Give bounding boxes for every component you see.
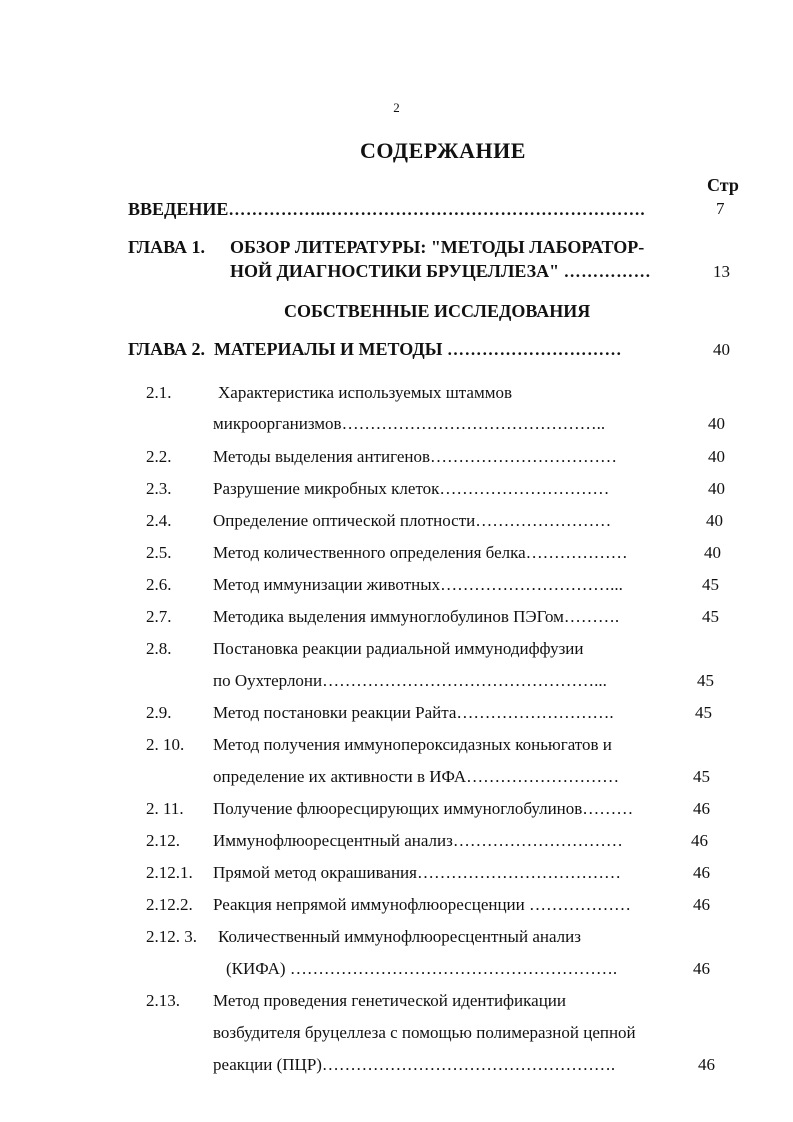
- toc-item-page: 40: [706, 511, 723, 530]
- toc-item-text: Методы выделения антигенов……………………………: [213, 447, 617, 466]
- toc-item-page: 45: [697, 671, 714, 690]
- toc-item-text: реакции (ПЦР)…………………………………………….: [213, 1055, 616, 1074]
- toc-item-number: 2.1.: [146, 383, 172, 402]
- toc-item-text: возбудителя бруцеллеза с помощью полимеразной цепной: [213, 1023, 636, 1042]
- toc-item-number: 2.13.: [146, 991, 180, 1010]
- toc-item-text: Методика выделения иммуноглобулинов ПЭГом……….: [213, 607, 620, 626]
- toc-item-page: 40: [708, 414, 725, 433]
- toc-item-text: Разрушение микробных клеток…………………………: [213, 479, 610, 498]
- toc-item-page: 45: [693, 767, 710, 786]
- chapter1-number: ГЛАВА 1.: [128, 237, 206, 257]
- toc-item-number: 2.12. 3.: [146, 927, 197, 946]
- toc-item-text: Получение флюоресцирующих иммуноглобулинов………: [213, 799, 634, 818]
- toc-item-number: 2.12.: [146, 831, 180, 850]
- toc-intro-page: 7: [716, 199, 725, 218]
- toc-item-number: 2.3.: [146, 479, 172, 498]
- toc-item-text: Метод иммунизации животных…………………………...: [213, 575, 623, 594]
- toc-item-page: 45: [695, 703, 712, 722]
- toc-item-page: 45: [702, 575, 719, 594]
- toc-item-page: 46: [698, 1055, 715, 1074]
- toc-item-text: микроорганизмов………………………………………..: [213, 414, 606, 433]
- toc-item-text: определение их активности в ИФА………………………: [213, 767, 620, 786]
- toc-item-text: Определение оптической плотности……………………: [213, 511, 612, 530]
- toc-item-text: Количественный иммунофлюоресцентный анализ: [218, 927, 581, 946]
- toc-item-text: по Оухтерлони…………………………………………...: [213, 671, 607, 690]
- toc-item-page: 40: [708, 447, 725, 466]
- toc-item-page: 46: [691, 831, 708, 850]
- toc-intro-label: ВВЕДЕНИЕ: [128, 199, 229, 219]
- chapter2-dots: …………………………: [446, 340, 622, 359]
- toc-item-text: Характеристика используемых штаммов: [218, 383, 513, 402]
- toc-item-text: Метод постановки реакции Райта……………………….: [213, 703, 614, 722]
- toc-item-text: (КИФА) ………………………………………………….: [226, 959, 618, 978]
- chapter1-dots: ……………: [563, 262, 652, 281]
- toc-item-text: Метод проведения генетической идентификации: [213, 991, 566, 1010]
- toc-item-number: 2. 11.: [146, 799, 184, 818]
- chapter1-title-text: НОЙ ДИАГНОСТИКИ БРУЦЕЛЛЕЗА": [230, 261, 560, 281]
- toc-item-text: Иммунофлюоресцентный анализ…………………………: [213, 831, 623, 850]
- toc-item-page: 46: [693, 895, 710, 914]
- toc-item-text: Метод получения иммунопероксидазных коньюгатов и: [213, 735, 612, 754]
- page-number: 2: [393, 100, 400, 115]
- toc-item-text: Реакция непрямой иммунофлюоресценции ………………: [213, 895, 632, 914]
- chapter2-number: ГЛАВА 2.: [128, 339, 206, 359]
- section-heading: СОБСТВЕННЫЕ ИССЛЕДОВАНИЯ: [284, 301, 591, 321]
- toc-item-number: 2.9.: [146, 703, 172, 722]
- toc-item-number: 2. 10.: [146, 735, 185, 754]
- toc-item-page: 46: [693, 959, 710, 978]
- toc-item-page: 46: [693, 863, 710, 882]
- toc-intro-dots: ……………..……………………………………………….: [228, 200, 646, 219]
- chapter2-title: МАТЕРИАЛЫ И МЕТОДЫ: [214, 339, 443, 359]
- chapter2-line: [128, 339, 622, 360]
- toc-item-text: Прямой метод окрашивания………………………………: [213, 863, 621, 882]
- page-title: СОДЕРЖАНИЕ: [360, 138, 526, 163]
- toc-item-page: 40: [708, 479, 725, 498]
- chapter1-title-line2: [230, 261, 651, 282]
- toc-item-text: Метод количественного определения белка………………: [213, 543, 628, 562]
- toc-item-number: 2.7.: [146, 607, 172, 626]
- chapter1-title-line1: ОБЗОР ЛИТЕРАТУРЫ: "МЕТОДЫ ЛАБОРАТОР-: [230, 237, 645, 257]
- toc-item-page: 45: [702, 607, 719, 626]
- toc-intro: [128, 199, 645, 220]
- toc-item-page: 46: [693, 799, 710, 818]
- toc-item-number: 2.2.: [146, 447, 172, 466]
- toc-item-number: 2.12.1.: [146, 863, 193, 882]
- toc-item-number: 2.6.: [146, 575, 172, 594]
- toc-item-number: 2.4.: [146, 511, 172, 530]
- toc-item-number: 2.8.: [146, 639, 172, 658]
- toc-item-text: Постановка реакции радиальной иммунодиффузии: [213, 639, 584, 658]
- toc-item-number: 2.5.: [146, 543, 172, 562]
- toc-item-number: 2.12.2.: [146, 895, 193, 914]
- chapter1-page: 13: [713, 262, 730, 281]
- page-column-header: Стр: [707, 175, 739, 195]
- chapter2-page: 40: [713, 340, 730, 359]
- toc-item-page: 40: [704, 543, 721, 562]
